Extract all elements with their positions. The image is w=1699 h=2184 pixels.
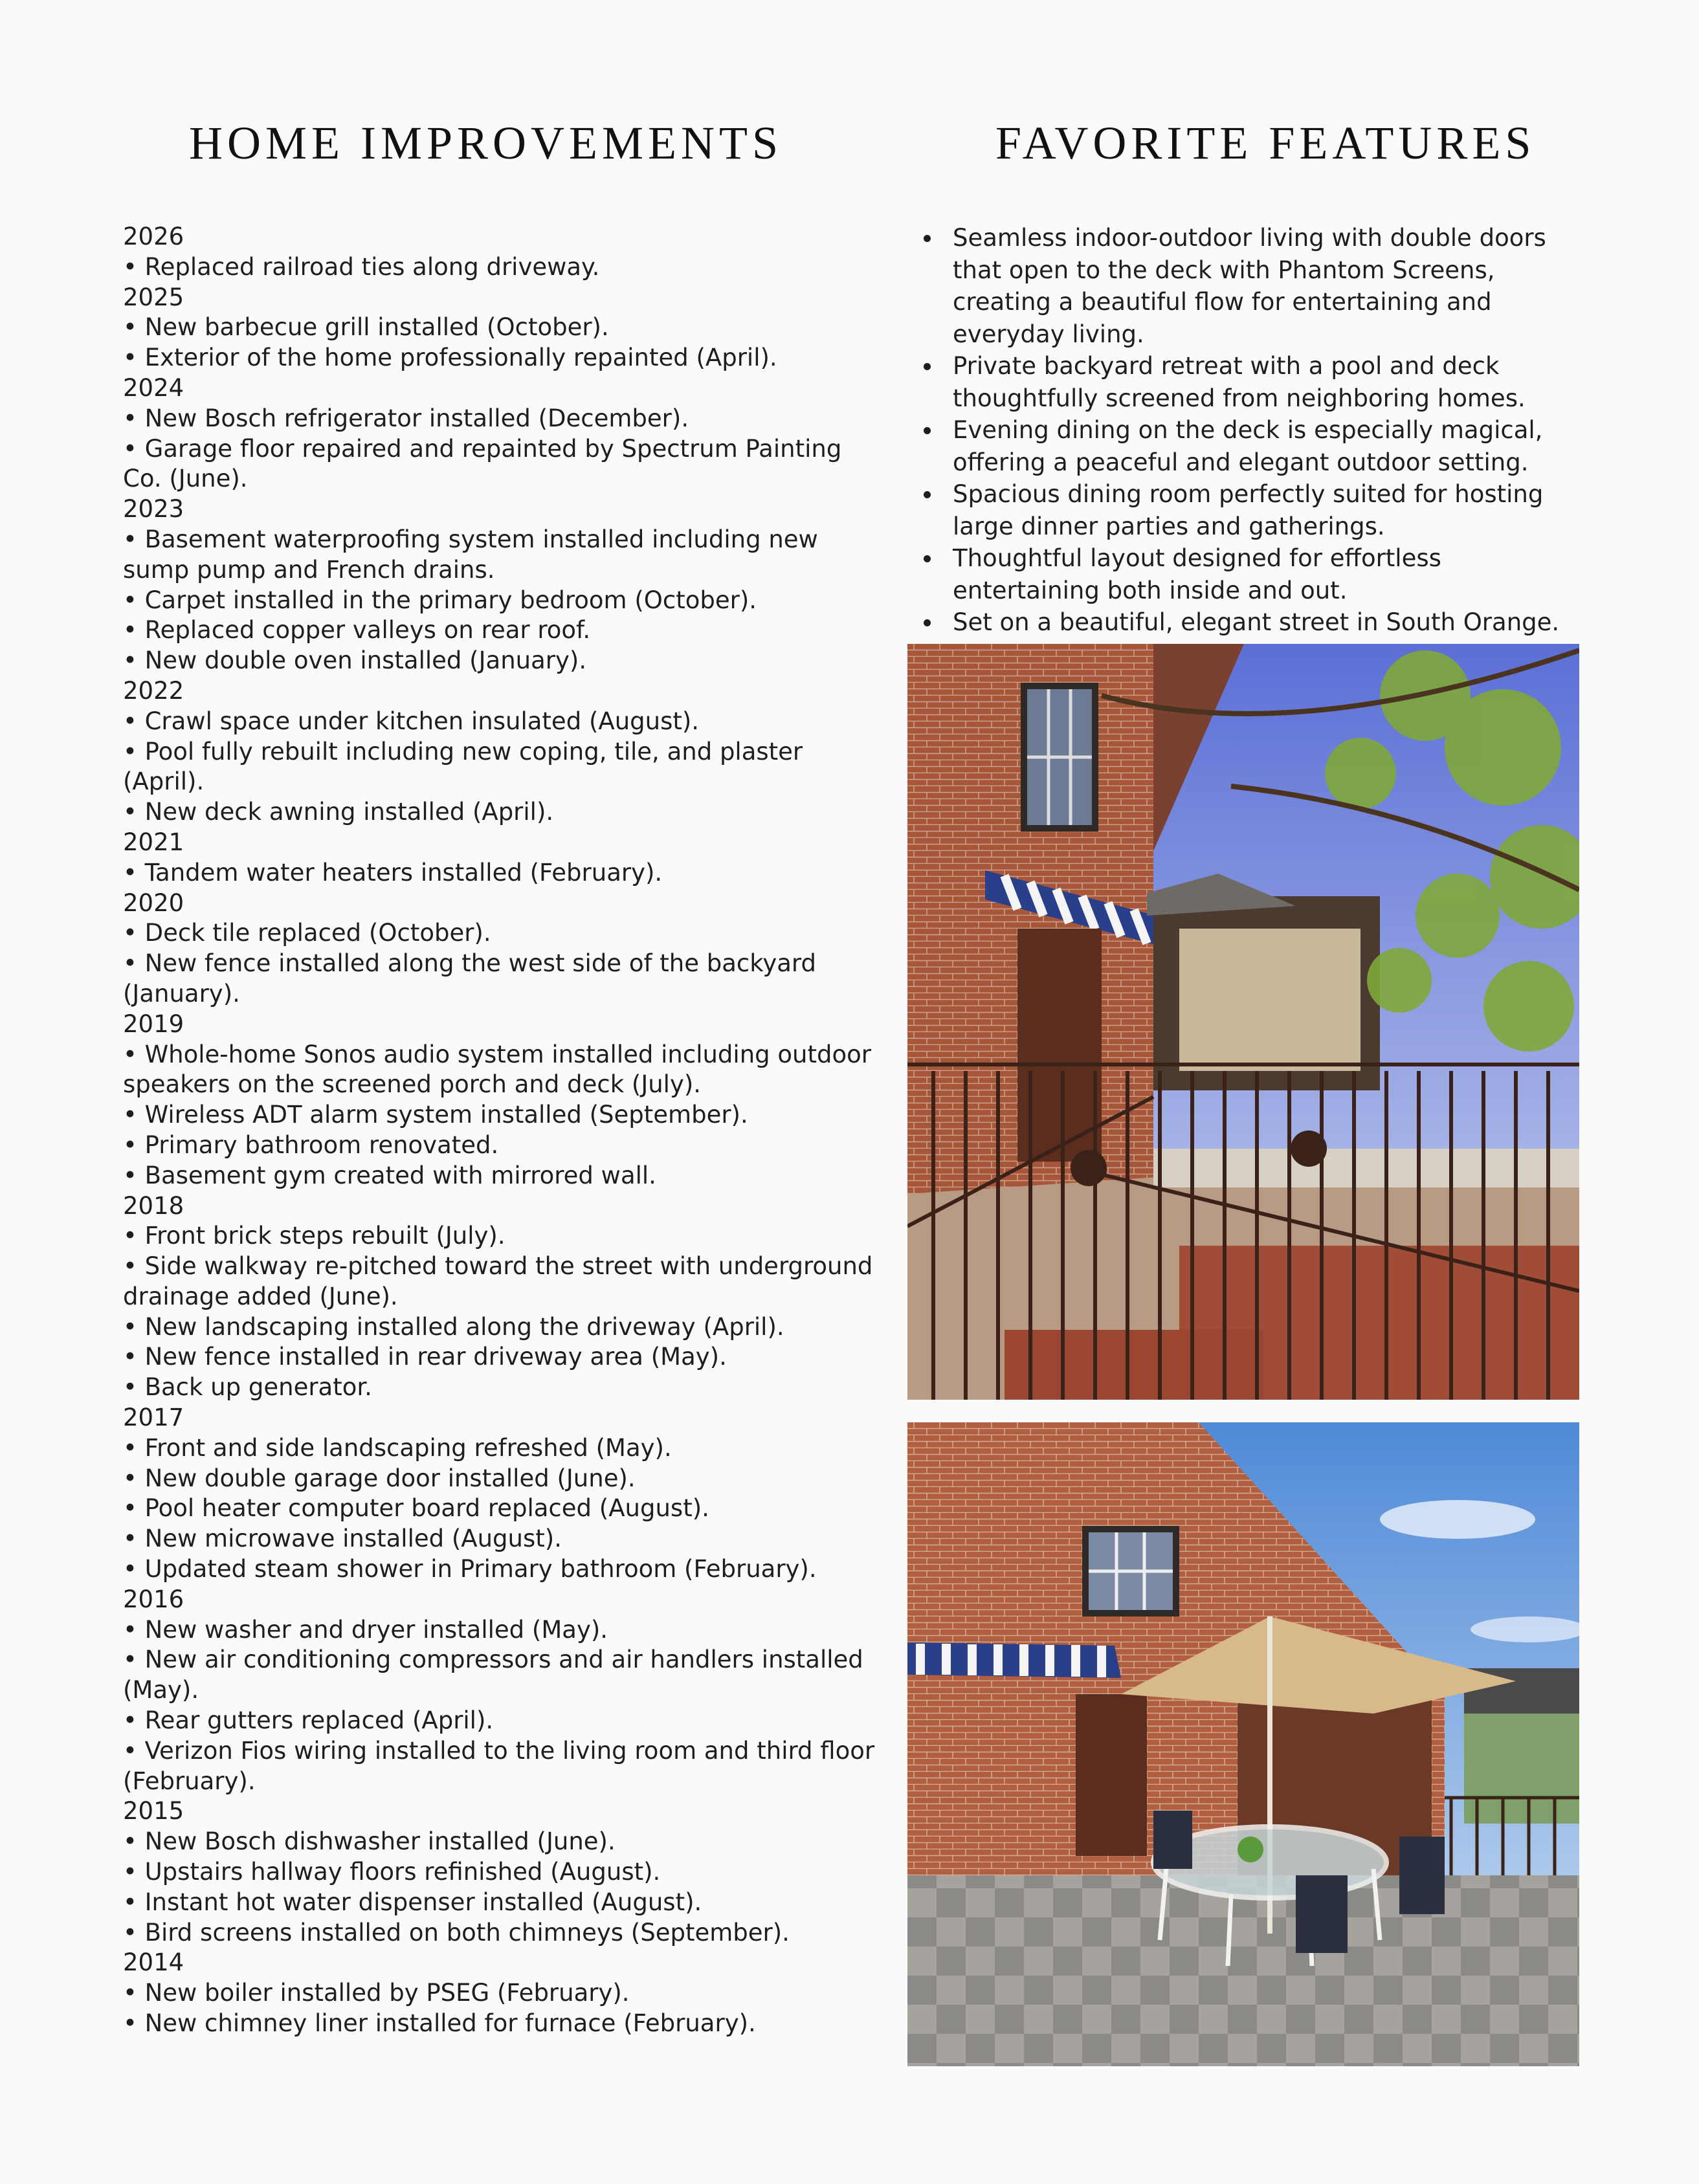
year-block — [123, 1191, 880, 1404]
year-block — [123, 1585, 880, 1797]
improvement-entry: • Front brick steps rebuilt (July). — [123, 1222, 505, 1250]
year-heading: 2025 — [123, 283, 184, 311]
improvement-entry: • Deck tile replaced (October). — [123, 919, 491, 947]
improvement-entry: • New boiler installed by PSEG (February). — [123, 1979, 630, 2007]
year-block — [123, 1009, 880, 1191]
improvement-entry: • Wireless ADT alarm system installed (September). — [123, 1101, 748, 1129]
improvement-entry: • New double oven installed (January). — [123, 646, 587, 675]
year-block — [123, 222, 880, 283]
improvement-entry: • Rear gutters replaced (April). — [123, 1706, 494, 1735]
year-block — [123, 676, 880, 828]
improvement-entry: • New barbecue grill installed (October). — [123, 313, 609, 342]
improvement-entry: • Upstairs hallway floors refinished (August). — [123, 1858, 661, 1886]
improvement-entry: • Basement waterproofing system installed including new sump pump and French drains. — [123, 525, 818, 584]
favorite-features-title: FAVORITE FEATURES — [995, 117, 1536, 169]
improvement-entry: • Instant hot water dispenser installed (August). — [123, 1888, 702, 1916]
year-block — [123, 888, 880, 1009]
improvement-entry: • Bird screens installed on both chimneys (September). — [123, 1918, 790, 1947]
improvement-entry: • Crawl space under kitchen insulated (August). — [123, 707, 700, 735]
deck-railing-photo — [907, 644, 1579, 1400]
improvement-entry: • New fence installed in rear driveway area (May). — [123, 1343, 727, 1371]
improvement-entry: • Replaced railroad ties along driveway. — [123, 252, 600, 281]
year-heading: 2024 — [123, 373, 184, 402]
improvement-entry: • New fence installed along the west side of the backyard (January). — [123, 949, 816, 1008]
year-heading: 2023 — [123, 495, 184, 524]
year-heading: 2019 — [123, 1009, 184, 1038]
year-heading: 2014 — [123, 1948, 184, 1977]
year-heading: 2016 — [123, 1585, 184, 1613]
year-heading: 2017 — [123, 1404, 184, 1432]
improvement-entry: • Basement gym created with mirrored wall. — [123, 1161, 656, 1189]
features-list — [918, 222, 1584, 639]
improvement-entry: • New deck awning installed (April). — [123, 798, 554, 826]
feature-item: Private backyard retreat with a pool and deck thoughtfully screened from neighboring homes. — [918, 350, 1584, 414]
feature-item: Thoughtful layout designed for effortless entertaining both inside and out. — [918, 542, 1584, 606]
improvement-entry: • New washer and dryer installed (May). — [123, 1615, 608, 1644]
feature-item: Seamless indoor-outdoor living with double doors that open to the deck with Phantom Screens, creating a beautiful flow for entertaining and everyday living. — [918, 222, 1584, 350]
improvement-entry: • Verizon Fios wiring installed to the living room and third floor (February). — [123, 1736, 875, 1795]
improvement-entry: • Pool heater computer board replaced (August). — [123, 1494, 709, 1523]
year-block — [123, 1796, 880, 1948]
year-block — [123, 494, 880, 676]
feature-item: Set on a beautiful, elegant street in South Orange. — [918, 606, 1584, 639]
improvement-entry: • Updated steam shower in Primary bathroom (February). — [123, 1555, 817, 1583]
improvement-entry: • Pool fully rebuilt including new coping, tile, and plaster (April). — [123, 737, 803, 796]
home-improvements-title: HOME IMPROVEMENTS — [189, 117, 783, 169]
deck-dining-illustration — [907, 1422, 1579, 2066]
improvements-list — [123, 222, 880, 2039]
year-heading: 2018 — [123, 1191, 184, 1220]
improvement-entry: • New Bosch dishwasher installed (June). — [123, 1827, 616, 1856]
improvement-entry: • New landscaping installed along the driveway (April). — [123, 1312, 784, 1341]
improvement-entry: • Side walkway re-pitched toward the street with underground drainage added (June). — [123, 1252, 873, 1310]
year-heading: 2020 — [123, 888, 184, 917]
deck-dining-photo — [907, 1422, 1579, 2066]
year-block — [123, 828, 880, 888]
year-block — [123, 283, 880, 373]
improvement-entry: • New microwave installed (August). — [123, 1525, 562, 1553]
year-block — [123, 373, 880, 494]
improvement-entry: • Whole-home Sonos audio system installed including outdoor speakers on the screened porch and deck (July). — [123, 1040, 871, 1099]
year-block — [123, 1948, 880, 2038]
improvement-entry: • Exterior of the home professionally repainted (April). — [123, 344, 777, 372]
year-heading: 2022 — [123, 676, 184, 705]
improvement-entry: • Replaced copper valleys on rear roof. — [123, 616, 591, 645]
feature-item: Evening dining on the deck is especially magical, offering a peaceful and elegant outdoor setting. — [918, 414, 1584, 478]
improvement-entry: • Front and side landscaping refreshed (May). — [123, 1433, 672, 1462]
year-heading: 2021 — [123, 828, 184, 856]
improvement-entry: • Back up generator. — [123, 1373, 372, 1402]
improvement-entry: • Garage floor repaired and repainted by Spectrum Painting Co. (June). — [123, 434, 842, 493]
year-heading: 2026 — [123, 223, 184, 250]
year-block — [123, 1403, 880, 1585]
improvement-entry: • New double garage door installed (June). — [123, 1464, 636, 1492]
improvement-entry: • New chimney liner installed for furnace (February). — [123, 2009, 756, 2038]
improvement-entry: • New air conditioning compressors and air handlers installed (May). — [123, 1646, 863, 1704]
improvement-entry: • Primary bathroom renovated. — [123, 1131, 499, 1159]
improvement-entry: • New Bosch refrigerator installed (December). — [123, 404, 689, 432]
improvement-entry: • Tandem water heaters installed (February). — [123, 858, 663, 887]
feature-item: Spacious dining room perfectly suited for hosting large dinner parties and gatherings. — [918, 478, 1584, 542]
improvement-entry: • Carpet installed in the primary bedroom (October). — [123, 586, 757, 614]
year-heading: 2015 — [123, 1797, 184, 1826]
deck-railing-illustration — [907, 644, 1579, 1400]
